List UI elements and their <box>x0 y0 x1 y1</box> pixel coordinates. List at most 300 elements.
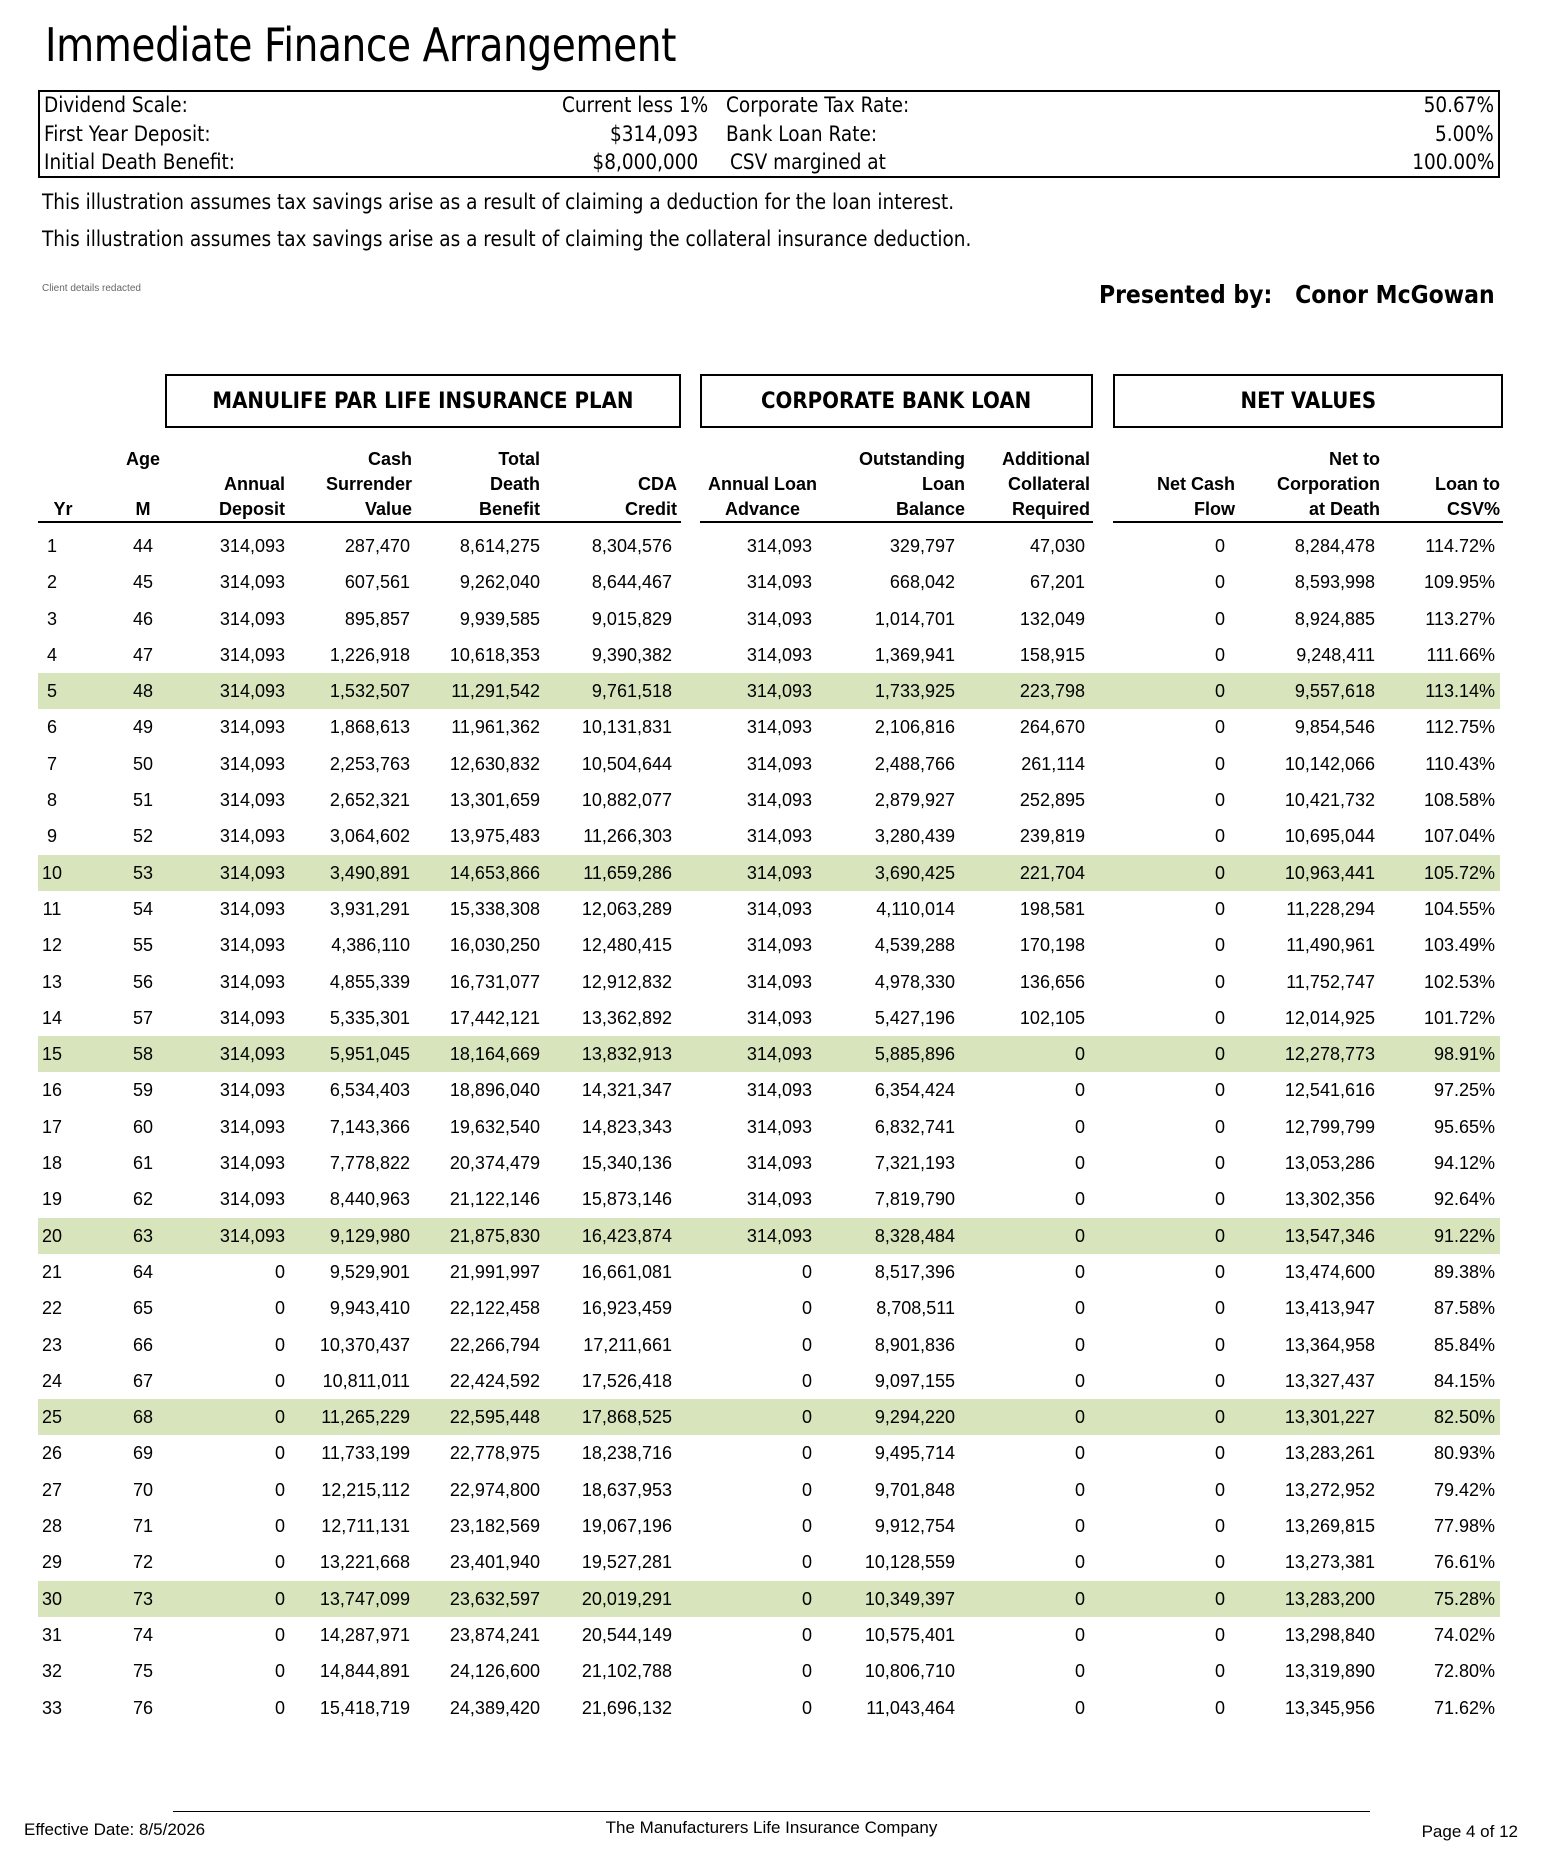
cell-age: 76 <box>132 1697 154 1718</box>
cell-loancsv: 105.72% <box>1423 862 1495 883</box>
cell-age: 53 <box>132 862 154 883</box>
col-header-csv: Cash Surrender Value <box>325 449 412 519</box>
table-row <box>38 1327 1500 1363</box>
cell-age: 58 <box>132 1044 154 1065</box>
cell-cda: 9,761,518 <box>591 681 672 702</box>
cell-loancsv: 113.27% <box>1425 608 1495 629</box>
cell-csv: 10,811,011 <box>322 1370 410 1391</box>
cell-yr: 12 <box>41 935 63 956</box>
header-rule-net <box>1113 521 1503 523</box>
cell-collateral: 0 <box>1074 1044 1085 1065</box>
cell-deposit: 314,093 <box>219 681 285 702</box>
cell-balance: 1,369,941 <box>874 644 955 665</box>
cell-loancsv: 71.62% <box>1433 1697 1495 1718</box>
footer-divider <box>173 1811 1370 1812</box>
cell-collateral: 0 <box>1074 1334 1085 1355</box>
cell-cashflow: 0 <box>1214 1661 1225 1682</box>
cell-balance: 2,879,927 <box>874 790 955 811</box>
cell-cda: 9,390,382 <box>591 644 672 665</box>
cell-yr: 32 <box>41 1661 63 1682</box>
cell-cashflow: 0 <box>1214 1479 1225 1500</box>
cell-yr: 26 <box>41 1443 63 1464</box>
cell-cda: 8,304,576 <box>591 536 672 556</box>
table-row <box>38 709 1500 745</box>
table-row <box>38 1254 1500 1290</box>
cell-cashflow: 0 <box>1214 1153 1225 1174</box>
cell-collateral: 0 <box>1074 1479 1085 1500</box>
cell-yr: 13 <box>41 971 63 992</box>
cell-cda: 12,063,289 <box>581 898 672 919</box>
first-year-deposit-value: $314,093 <box>609 122 698 146</box>
cell-csv: 12,215,112 <box>321 1479 410 1500</box>
cell-advance: 314,093 <box>746 1080 812 1101</box>
cell-balance: 7,321,193 <box>874 1153 955 1174</box>
cell-deposit: 314,093 <box>219 1153 285 1174</box>
cell-yr: 5 <box>46 681 57 702</box>
cell-cashflow: 0 <box>1214 1443 1225 1464</box>
cell-yr: 7 <box>46 753 57 774</box>
table-row <box>38 564 1500 600</box>
cell-balance: 11,043,464 <box>866 1697 955 1718</box>
cell-netdeath: 10,142,066 <box>1284 753 1375 774</box>
cell-csv: 8,440,963 <box>329 1189 410 1210</box>
cell-cda: 13,362,892 <box>581 1007 672 1028</box>
cell-yr: 14 <box>41 1007 63 1028</box>
cell-collateral: 132,049 <box>1019 608 1085 629</box>
cell-loancsv: 95.65% <box>1433 1116 1495 1137</box>
cell-advance: 314,093 <box>746 681 812 702</box>
cell-deposit: 0 <box>274 1588 285 1609</box>
cell-advance: 314,093 <box>746 862 812 883</box>
cell-advance: 314,093 <box>746 935 812 956</box>
cell-collateral: 0 <box>1074 1298 1085 1319</box>
cell-balance: 8,901,836 <box>874 1334 955 1355</box>
cell-balance: 3,690,425 <box>874 862 955 883</box>
table-row <box>38 601 1500 637</box>
cell-balance: 6,354,424 <box>874 1080 955 1101</box>
cell-deposit: 314,093 <box>219 572 285 593</box>
cell-cashflow: 0 <box>1214 608 1225 629</box>
summary-row-deposit <box>40 122 1498 150</box>
table-row <box>38 1472 1500 1508</box>
note-collateral-deduction: This illustration assumes tax savings arise as a result of claiming the collateral insurance deduction. <box>42 227 972 251</box>
group-net-header <box>1113 374 1503 428</box>
cell-csv: 9,129,980 <box>329 1225 410 1246</box>
first-year-deposit-label: First Year Deposit: <box>44 122 211 146</box>
cell-tdb: 18,164,669 <box>449 1044 540 1065</box>
cell-netdeath: 13,319,890 <box>1284 1661 1375 1682</box>
cell-loancsv: 94.12% <box>1433 1153 1495 1174</box>
cell-tdb: 23,874,241 <box>449 1624 540 1645</box>
cell-age: 65 <box>132 1298 154 1319</box>
cell-collateral: 0 <box>1074 1116 1085 1137</box>
cell-csv: 1,226,918 <box>329 644 410 665</box>
cell-balance: 8,708,511 <box>876 1298 955 1319</box>
cell-deposit: 314,093 <box>219 935 285 956</box>
cell-tdb: 11,961,362 <box>451 717 540 738</box>
cell-tdb: 13,975,483 <box>449 826 540 847</box>
cell-tdb: 14,653,866 <box>449 862 540 883</box>
table-row <box>38 637 1500 673</box>
cell-tdb: 11,291,542 <box>451 681 540 702</box>
cell-yr: 11 <box>42 898 62 919</box>
cell-csv: 11,265,229 <box>321 1407 410 1428</box>
cell-cashflow: 0 <box>1214 1298 1225 1319</box>
cell-advance: 314,093 <box>746 717 812 738</box>
cell-csv: 3,490,891 <box>329 862 410 883</box>
cell-cashflow: 0 <box>1214 1697 1225 1718</box>
cell-balance: 9,294,220 <box>874 1407 955 1428</box>
cell-collateral: 264,670 <box>1019 717 1085 738</box>
table-row <box>38 1544 1500 1580</box>
cell-yr: 20 <box>41 1225 63 1246</box>
cell-collateral: 0 <box>1074 1697 1085 1718</box>
cell-collateral: 170,198 <box>1019 935 1085 956</box>
cell-age: 46 <box>132 608 154 629</box>
cell-deposit: 314,093 <box>219 971 285 992</box>
cell-tdb: 9,262,040 <box>459 572 540 593</box>
cell-advance: 0 <box>801 1370 812 1391</box>
cell-loancsv: 101.72% <box>1423 1007 1495 1028</box>
cell-advance: 0 <box>801 1407 812 1428</box>
cell-collateral: 261,114 <box>1021 753 1085 774</box>
cell-balance: 2,106,816 <box>874 717 955 738</box>
cell-advance: 0 <box>801 1334 812 1355</box>
cell-loancsv: 109.95% <box>1423 572 1495 593</box>
cell-netdeath: 13,413,947 <box>1284 1298 1375 1319</box>
corporate-tax-rate-label: Corporate Tax Rate: <box>726 93 910 117</box>
cell-advance: 0 <box>801 1552 812 1573</box>
cell-advance: 0 <box>801 1661 812 1682</box>
cell-tdb: 24,126,600 <box>449 1661 540 1682</box>
cell-csv: 6,534,403 <box>329 1080 410 1101</box>
cell-cda: 16,661,081 <box>581 1261 672 1282</box>
cell-age: 62 <box>132 1189 154 1210</box>
cell-loancsv: 89.38% <box>1433 1261 1495 1282</box>
cell-cashflow: 0 <box>1214 753 1225 774</box>
table-row <box>38 1000 1500 1036</box>
cell-advance: 314,093 <box>746 1044 812 1065</box>
initial-death-benefit-label: Initial Death Benefit: <box>44 150 236 174</box>
cell-age: 55 <box>132 935 154 956</box>
table-row <box>38 855 1500 891</box>
csv-margined-label: CSV margined at <box>730 150 886 174</box>
cell-yr: 10 <box>41 862 63 883</box>
cell-balance: 4,110,014 <box>876 898 955 919</box>
cell-cda: 20,544,149 <box>581 1624 672 1645</box>
cell-age: 57 <box>132 1007 154 1028</box>
table-row <box>38 818 1500 854</box>
cell-cda: 9,015,829 <box>591 608 672 629</box>
cell-deposit: 0 <box>274 1443 285 1464</box>
cell-yr: 9 <box>46 826 57 847</box>
cell-advance: 314,093 <box>746 971 812 992</box>
cell-tdb: 21,991,997 <box>449 1261 540 1282</box>
cell-deposit: 0 <box>274 1697 285 1718</box>
cell-cashflow: 0 <box>1214 826 1225 847</box>
summary-row-death-benefit <box>40 150 1498 178</box>
col-header-tdb: Total Death Benefit <box>478 449 540 519</box>
cell-deposit: 314,093 <box>219 790 285 811</box>
cell-cashflow: 0 <box>1214 1080 1225 1101</box>
cell-loancsv: 97.25% <box>1433 1080 1495 1101</box>
cell-csv: 12,711,131 <box>321 1516 410 1537</box>
cell-loancsv: 104.55% <box>1423 898 1495 919</box>
cell-csv: 2,652,321 <box>329 790 410 811</box>
cell-advance: 314,093 <box>746 644 812 665</box>
cell-yr: 15 <box>41 1044 63 1065</box>
cell-advance: 314,093 <box>746 898 812 919</box>
cell-age: 60 <box>132 1116 154 1137</box>
cell-cashflow: 0 <box>1214 1516 1225 1537</box>
cell-netdeath: 11,228,294 <box>1286 898 1375 919</box>
cell-cashflow: 0 <box>1214 1552 1225 1573</box>
cell-netdeath: 12,541,616 <box>1284 1080 1375 1101</box>
cell-deposit: 314,093 <box>219 717 285 738</box>
cell-loancsv: 87.58% <box>1433 1298 1495 1319</box>
cell-cda: 14,823,343 <box>581 1116 672 1137</box>
cell-cda: 17,868,525 <box>581 1407 672 1428</box>
cell-cashflow: 0 <box>1214 1189 1225 1210</box>
cell-balance: 5,427,196 <box>874 1007 955 1028</box>
cell-yr: 30 <box>41 1588 63 1609</box>
cell-balance: 9,912,754 <box>874 1516 955 1537</box>
cell-netdeath: 13,272,952 <box>1284 1479 1375 1500</box>
cell-collateral: 0 <box>1074 1080 1085 1101</box>
cell-deposit: 314,093 <box>219 1007 285 1028</box>
cell-age: 50 <box>132 753 154 774</box>
cell-loancsv: 107.04% <box>1423 826 1495 847</box>
cell-csv: 287,470 <box>344 536 410 556</box>
cell-cashflow: 0 <box>1214 644 1225 665</box>
cell-age: 71 <box>132 1516 154 1537</box>
cell-tdb: 22,266,794 <box>449 1334 540 1355</box>
cell-balance: 10,128,559 <box>864 1552 955 1573</box>
cell-age: 74 <box>132 1624 154 1645</box>
cell-loancsv: 113.14% <box>1425 681 1495 702</box>
cell-cda: 18,637,953 <box>581 1479 672 1500</box>
cell-cashflow: 0 <box>1214 1407 1225 1428</box>
cell-balance: 2,488,766 <box>874 753 955 774</box>
cell-netdeath: 13,345,956 <box>1284 1697 1375 1718</box>
group-loan-header <box>700 374 1093 428</box>
table-row <box>38 782 1500 818</box>
cell-csv: 13,747,099 <box>319 1588 410 1609</box>
cell-tdb: 10,618,353 <box>449 644 540 665</box>
effective-date: Effective Date: 8/5/2026 <box>24 1820 206 1839</box>
client-details-note: Client details redacted <box>42 283 141 294</box>
header-rule-loan <box>700 521 1093 523</box>
cell-age: 56 <box>132 971 154 992</box>
presented-by-label: Presented by: <box>1099 280 1273 309</box>
cell-cashflow: 0 <box>1214 681 1225 702</box>
cell-advance: 0 <box>801 1443 812 1464</box>
cell-balance: 1,014,701 <box>874 608 955 629</box>
cell-cda: 19,067,196 <box>581 1516 672 1537</box>
cell-loancsv: 74.02% <box>1433 1624 1495 1645</box>
table-row <box>38 746 1500 782</box>
cell-netdeath: 13,474,600 <box>1284 1261 1375 1282</box>
table-row <box>38 1290 1500 1326</box>
group-plan-header <box>165 374 681 428</box>
cell-collateral: 0 <box>1074 1443 1085 1464</box>
cell-deposit: 314,093 <box>219 536 285 556</box>
cell-collateral: 136,656 <box>1019 971 1085 992</box>
cell-deposit: 314,093 <box>219 608 285 629</box>
cell-cashflow: 0 <box>1214 1044 1225 1065</box>
cell-balance: 6,832,741 <box>874 1116 955 1137</box>
cell-advance: 314,093 <box>746 790 812 811</box>
cell-deposit: 0 <box>274 1370 285 1391</box>
corporate-tax-rate-value: 50.67% <box>1423 93 1494 117</box>
cell-age: 75 <box>132 1661 154 1682</box>
cell-collateral: 67,201 <box>1029 572 1085 593</box>
cell-csv: 895,857 <box>344 608 410 629</box>
table-row <box>38 891 1500 927</box>
cell-cda: 14,321,347 <box>581 1080 672 1101</box>
page-title: Immediate Finance Arrangement <box>45 18 676 72</box>
company-name: The Manufacturers Life Insurance Company <box>605 1818 938 1837</box>
cell-deposit: 314,093 <box>219 753 285 774</box>
cell-tdb: 23,632,597 <box>449 1588 540 1609</box>
table-row <box>38 1617 1500 1653</box>
cell-advance: 0 <box>801 1624 812 1645</box>
cell-cda: 12,912,832 <box>581 971 672 992</box>
cell-deposit: 0 <box>274 1261 285 1282</box>
cell-netdeath: 11,752,747 <box>1286 971 1375 992</box>
summary-box <box>38 90 1500 178</box>
cell-cda: 11,266,303 <box>583 826 672 847</box>
cell-yr: 25 <box>41 1407 63 1428</box>
cell-loancsv: 108.58% <box>1423 790 1495 811</box>
cell-cda: 19,527,281 <box>581 1552 672 1573</box>
cell-netdeath: 10,421,732 <box>1284 790 1375 811</box>
cell-netdeath: 13,302,356 <box>1284 1189 1375 1210</box>
cell-csv: 4,386,110 <box>331 935 410 956</box>
cell-deposit: 314,093 <box>219 862 285 883</box>
cell-advance: 314,093 <box>746 753 812 774</box>
cell-cashflow: 0 <box>1214 1007 1225 1028</box>
cell-netdeath: 9,854,546 <box>1294 717 1375 738</box>
cell-tdb: 15,338,308 <box>449 898 540 919</box>
cell-loancsv: 84.15% <box>1433 1370 1495 1391</box>
cell-collateral: 0 <box>1074 1588 1085 1609</box>
cell-netdeath: 13,547,346 <box>1284 1225 1375 1246</box>
table-row <box>38 1399 1500 1435</box>
cell-deposit: 0 <box>274 1298 285 1319</box>
cell-cda: 18,238,716 <box>581 1443 672 1464</box>
cell-tdb: 23,401,940 <box>449 1552 540 1573</box>
cell-netdeath: 13,273,381 <box>1284 1552 1375 1573</box>
cell-tdb: 16,731,077 <box>449 971 540 992</box>
cell-balance: 4,978,330 <box>874 971 955 992</box>
cell-cashflow: 0 <box>1214 717 1225 738</box>
cell-cda: 10,504,644 <box>581 753 672 774</box>
bank-loan-rate-value: 5.00% <box>1435 122 1494 146</box>
cell-collateral: 221,704 <box>1019 862 1085 883</box>
cell-netdeath: 13,269,815 <box>1284 1516 1375 1537</box>
cell-tdb: 21,875,830 <box>449 1225 540 1246</box>
cell-csv: 11,733,199 <box>321 1443 410 1464</box>
cell-cda: 21,696,132 <box>581 1697 672 1718</box>
cell-age: 49 <box>132 717 154 738</box>
bank-loan-rate-label: Bank Loan Rate: <box>726 122 878 146</box>
cell-advance: 314,093 <box>746 536 812 556</box>
cell-cashflow: 0 <box>1214 1116 1225 1137</box>
cell-csv: 14,287,971 <box>319 1624 410 1645</box>
presenter-name: Conor McGowan <box>1295 280 1495 309</box>
cell-advance: 314,093 <box>746 1007 812 1028</box>
cell-loancsv: 112.75% <box>1425 717 1495 738</box>
cell-tdb: 9,939,585 <box>459 608 540 629</box>
cell-tdb: 8,614,275 <box>459 536 540 556</box>
cell-netdeath: 8,593,998 <box>1294 572 1375 593</box>
table-row <box>38 964 1500 1000</box>
cell-collateral: 0 <box>1074 1516 1085 1537</box>
cell-age: 72 <box>132 1552 154 1573</box>
header-rule-plan <box>38 521 681 523</box>
cell-deposit: 0 <box>274 1552 285 1573</box>
cell-collateral: 252,895 <box>1019 790 1085 811</box>
cell-age: 64 <box>132 1261 154 1282</box>
group-net-label: NET VALUES <box>1240 388 1376 414</box>
cell-age: 73 <box>132 1588 154 1609</box>
cell-tdb: 19,632,540 <box>449 1116 540 1137</box>
col-header-netdeath: Net to Corporation at Death <box>1277 449 1380 519</box>
cell-netdeath: 13,283,261 <box>1284 1443 1375 1464</box>
cell-collateral: 0 <box>1074 1370 1085 1391</box>
table-row <box>38 1363 1500 1399</box>
cell-balance: 1,733,925 <box>874 681 955 702</box>
cell-yr: 16 <box>41 1080 63 1101</box>
cell-cashflow: 0 <box>1214 790 1225 811</box>
cell-advance: 314,093 <box>746 1225 812 1246</box>
note-loan-interest: This illustration assumes tax savings arise as a result of claiming a deduction for the loan interest. <box>42 190 955 214</box>
cell-collateral: 198,581 <box>1019 898 1085 919</box>
cell-csv: 3,064,602 <box>329 826 410 847</box>
cell-balance: 10,806,710 <box>864 1661 955 1682</box>
cell-balance: 5,885,896 <box>874 1044 955 1065</box>
cell-cda: 11,659,286 <box>583 862 672 883</box>
cell-cda: 15,873,146 <box>581 1189 672 1210</box>
cell-cda: 8,644,467 <box>591 572 672 593</box>
cell-cashflow: 0 <box>1214 862 1225 883</box>
table-row <box>38 1072 1500 1108</box>
cell-loancsv: 91.22% <box>1433 1225 1495 1246</box>
group-plan-label: MANULIFE PAR LIFE INSURANCE PLAN <box>212 388 634 414</box>
table-row <box>38 1435 1500 1471</box>
cell-netdeath: 13,364,958 <box>1284 1334 1375 1355</box>
cell-collateral: 47,030 <box>1029 536 1085 556</box>
cell-yr: 33 <box>41 1697 63 1718</box>
cell-collateral: 0 <box>1074 1261 1085 1282</box>
cell-yr: 27 <box>41 1479 63 1500</box>
table-row <box>38 673 1500 709</box>
col-header-deposit: Annual Deposit <box>218 474 285 519</box>
presented-by <box>1099 280 1495 309</box>
cell-cashflow: 0 <box>1214 1334 1225 1355</box>
cell-advance: 314,093 <box>746 608 812 629</box>
dividend-scale-value: Current less 1% <box>561 93 708 117</box>
cell-balance: 9,097,155 <box>874 1370 955 1391</box>
cell-netdeath: 12,278,773 <box>1284 1044 1375 1065</box>
cell-loancsv: 77.98% <box>1433 1516 1495 1537</box>
cell-collateral: 0 <box>1074 1225 1085 1246</box>
cell-advance: 0 <box>801 1479 812 1500</box>
cell-age: 52 <box>132 826 154 847</box>
cell-cda: 17,211,661 <box>583 1334 672 1355</box>
cell-deposit: 0 <box>274 1407 285 1428</box>
